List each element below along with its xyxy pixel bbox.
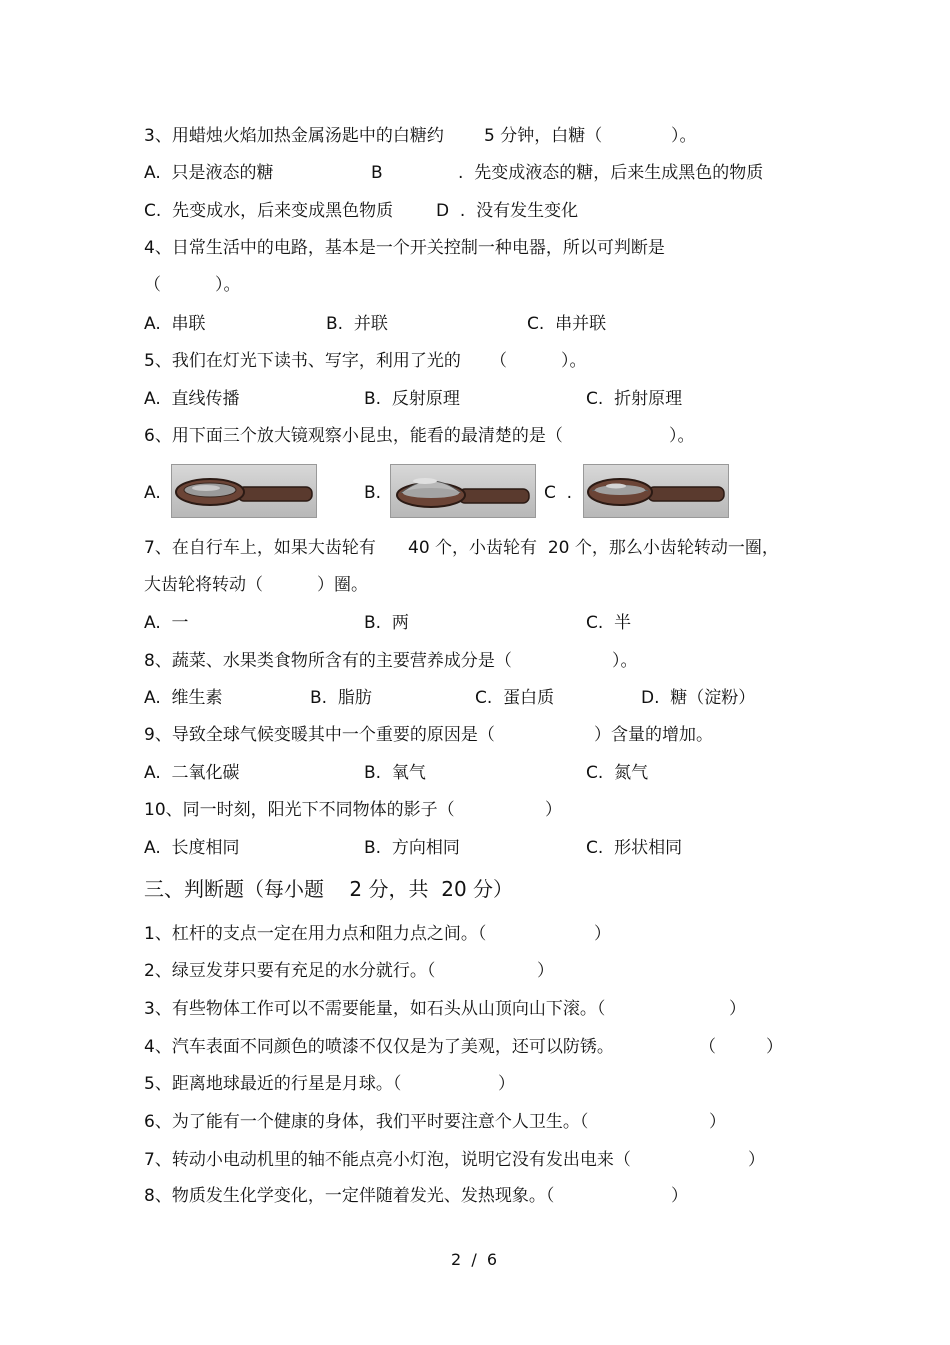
judge-item-1: 1、杠杆的支点一定在用力点和阻力点之间。（ (144, 924, 487, 944)
q6-stem: 6、用下面三个放大镜观察小昆虫，能看的最清楚的是（ (144, 426, 563, 446)
q9-option-a: A. 二氧化碳 (144, 763, 240, 783)
q4-option-b: B. 并联 (326, 314, 388, 334)
q9-close: ）含量的增加。 (594, 725, 713, 745)
judge-item-1-close: ） (594, 924, 611, 944)
q10-option-a: A. 长度相同 (144, 838, 240, 858)
q3-option-b-letter: B (371, 163, 383, 183)
magnifier-c-icon (584, 465, 728, 517)
judge-item-7-close: ） (748, 1150, 765, 1170)
judge-item-3: 3、有些物体工作可以不需要能量，如石头从山顶向山下滚。（ (144, 999, 606, 1019)
q4-stem: 4、日常生活中的电路，基本是一个开关控制一种电器，所以可判断是 (144, 238, 665, 258)
q3-option-c: C. 先变成水，后来变成黑色物质 (144, 201, 394, 221)
q5-option-b: B. 反射原理 (364, 389, 460, 409)
judge-item-6-close: ） (709, 1112, 726, 1132)
q4-option-a: A. 串联 (144, 314, 206, 334)
q10-close: ） (545, 800, 562, 820)
q10-stem: 10、同一时刻，阳光下不同物体的影子（ (144, 800, 455, 820)
q7-option-c: C. 半 (586, 613, 632, 633)
q5-paren: （ ）。 (490, 351, 587, 371)
judge-item-2: 2、绿豆发芽只要有充足的水分就行。（ (144, 961, 436, 981)
page-number: 2 / 6 (451, 1250, 498, 1269)
q5-option-c: C. 折射原理 (586, 389, 683, 409)
q8-close: ）。 (612, 651, 638, 671)
judge-item-5: 5、距离地球最近的行星是月球。（ (144, 1074, 402, 1094)
q8-option-c: C. 蛋白质 (475, 688, 555, 708)
q8-option-b: B. 脂肪 (310, 688, 372, 708)
q4-paren: （ ）。 (144, 275, 241, 295)
q6-option-a: A. (144, 483, 161, 503)
magnifier-b-icon (391, 465, 535, 517)
q3-option-a: A. 只是液态的糖 (144, 163, 274, 183)
q6-close: ）。 (669, 426, 695, 446)
q5-stem: 5、我们在灯光下读书、写字，利用了光的 (144, 351, 461, 371)
judge-item-8-close: ） (671, 1186, 688, 1206)
q3-close: ）。 (671, 126, 697, 146)
q7-stem-2: 40 个，小齿轮有 20 个，那么小齿轮转动一圈， (408, 538, 779, 558)
judge-item-7: 7、转动小电动机里的轴不能点亮小灯泡，说明它没有发出电来（ (144, 1150, 631, 1170)
q4-option-c: C. 串并联 (527, 314, 607, 334)
q7-option-a: A. 一 (144, 613, 189, 633)
magnifier-a-image (171, 464, 317, 518)
magnifier-b-image (390, 464, 536, 518)
q8-stem: 8、蔬菜、水果类食物所含有的主要营养成分是（ (144, 651, 512, 671)
q9-stem: 9、导致全球气候变暖其中一个重要的原因是（ (144, 725, 495, 745)
q9-option-c: C. 氮气 (586, 763, 649, 783)
judge-item-4: 4、汽车表面不同颜色的喷漆不仅仅是为了美观，还可以防锈。 (144, 1037, 614, 1057)
judge-item-5-close: ） (498, 1074, 515, 1094)
judge-item-2-close: ） (537, 961, 554, 981)
judge-item-8: 8、物质发生化学变化，一定伴随着发光、发热现象。（ (144, 1186, 555, 1206)
judge-item-4-close: ） (766, 1037, 783, 1057)
q10-option-c: C. 形状相同 (586, 838, 683, 858)
judge-item-3-close: ） (729, 999, 746, 1019)
q6-option-b: B. (364, 483, 382, 503)
q9-option-b: B. 氧气 (364, 763, 426, 783)
q8-option-a: A. 维生素 (144, 688, 223, 708)
q10-option-b: B. 方向相同 (364, 838, 460, 858)
q7-stem: 7、在自行车上，如果大齿轮有 (144, 538, 376, 558)
q7-option-b: B. 两 (364, 613, 409, 633)
q3-stem-2: 5 分钟，白糖（ (484, 126, 603, 146)
section-title: 三、判断题（每小题 2 分，共 20 分） (144, 877, 514, 901)
q3-option-d: D . 没有发生变化 (436, 201, 579, 221)
judge-item-6: 6、为了能有一个健康的身体，我们平时要注意个人卫生。（ (144, 1112, 589, 1132)
q7-stem-3: 大齿轮将转动（ ）圈。 (144, 575, 369, 595)
q5-option-a: A. 直线传播 (144, 389, 240, 409)
q3-stem: 3、用蜡烛火焰加热金属汤匙中的白糖约 (144, 126, 444, 146)
q3-option-b: . 先变成液态的糖，后来生成黑色的物质 (458, 163, 764, 183)
judge-item-4-open: （ (699, 1037, 716, 1057)
q8-option-d: D. 糖（淀粉） (641, 688, 756, 708)
magnifier-a-icon (172, 465, 316, 517)
q6-option-c: C . (544, 483, 573, 503)
magnifier-c-image (583, 464, 729, 518)
